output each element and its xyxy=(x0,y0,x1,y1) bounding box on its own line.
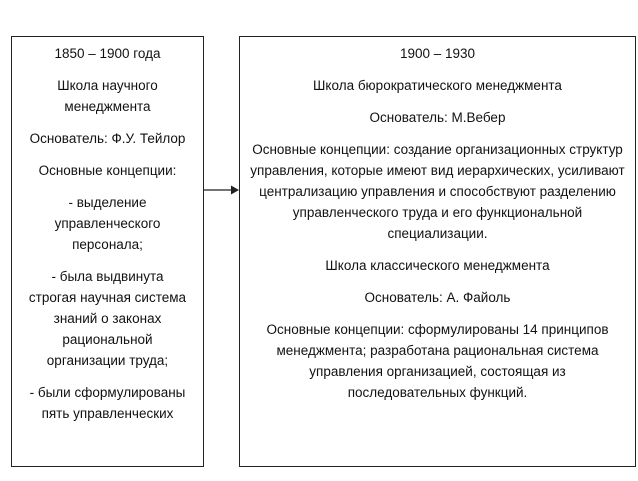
left-concept-item: - были сформулированы пять управленческих xyxy=(29,385,186,421)
left-period: 1850 – 1900 года xyxy=(54,46,161,61)
left-concept-item: - выделение управленческого персонала; xyxy=(54,195,161,252)
left-era-box xyxy=(11,36,204,467)
right-arrow-connector xyxy=(204,184,240,196)
right-era-box xyxy=(239,36,636,467)
left-concept-item: - была выдвинута строгая научная система знаний о законах рациональной организации труда; xyxy=(28,269,187,368)
left-concepts-heading: Основные концепции: xyxy=(38,163,177,178)
right-period: 1900 – 1930 xyxy=(399,46,476,61)
right-concepts-classical: Основные концепции: сформулированы 14 принципов менеджмента; разработана рациональная система управления организацией, состоящая из последовательных функций. xyxy=(266,322,609,400)
right-school-title-classical: Школа классического менеджмента xyxy=(325,258,550,273)
right-school-title-bureaucratic: Школа бюрократического менеджмента xyxy=(313,78,562,93)
right-concepts-bureaucratic: Основные концепции: создание организационных структур управления, которые имеют вид иерархических, усиливают централизацию управления и способствуют разделению управленческого труда и его функциональной специализации. xyxy=(250,142,625,241)
right-founder-fayol: Основатель: А. Файоль xyxy=(364,290,511,305)
right-founder-weber: Основатель: М.Вебер xyxy=(369,110,506,125)
left-school-title: Школа научного менеджмента xyxy=(57,78,158,114)
left-founder: Основатель: Ф.У. Тейлор xyxy=(29,131,186,146)
